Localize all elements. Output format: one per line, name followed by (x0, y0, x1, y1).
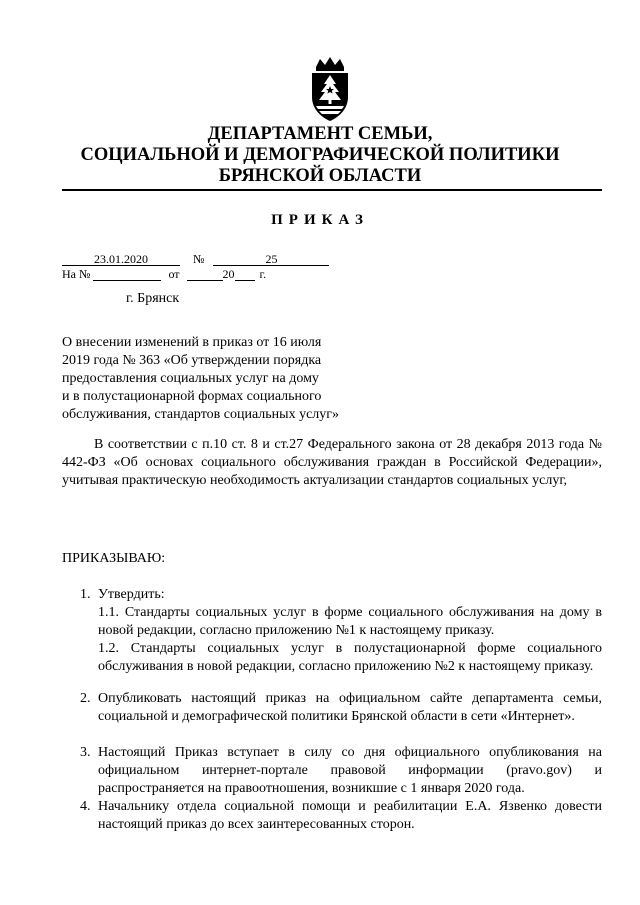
reference-line (62, 267, 266, 281)
subject-line: О внесении изменений в приказ от 16 июля (62, 335, 322, 350)
reference-number-blank (93, 267, 161, 281)
city: г. Брянск (126, 291, 180, 306)
subject-line: 2019 года № 363 «Об утверждении порядка (62, 353, 322, 368)
item-text: Опубликовать настоящий приказ на официальном сайте департамента семьи, социальной и демографической политики Брянской области в сети «Интернет». (98, 691, 602, 724)
reference-year-prefix: 20 (222, 267, 235, 281)
reference-year-blank (235, 267, 255, 281)
document-date: 23.01.2020 (62, 252, 180, 266)
legal-basis-paragraph: В соответствии с п.10 ст. 8 и ст.27 Федерального закона от 28 декабря 2013 года № 442-ФЗ «Об основах социального обслуживания граждан в Российской Федерации», учитывая практическую необходимость актуализации стандартов социальных услуг, (62, 437, 602, 488)
subject-line: предоставления социальных услуг на дому (62, 371, 319, 386)
reference-from: от (168, 267, 180, 281)
item-number: 4. (80, 799, 91, 814)
subitem-text: 1.2. Стандарты социальных услуг в полустационарной форме социального обслуживания в новой редакции, согласно приложению №2 к настоящему приказу. (98, 641, 602, 674)
header-divider (62, 189, 602, 191)
order-item (80, 798, 602, 834)
department-name-line-2: СОЦИАЛЬНОЙ И ДЕМОГРАФИЧЕСКОЙ ПОЛИТИКИ (80, 145, 560, 165)
order-subject (62, 334, 402, 424)
document-type: ПРИКАЗ (271, 212, 369, 228)
order-item (80, 744, 602, 798)
item-number: 2. (80, 691, 91, 706)
item-number: 3. (80, 745, 91, 760)
subject-line: обслуживания, стандартов социальных услуг» (62, 407, 340, 422)
reference-date-blank (187, 267, 223, 281)
department-name-line-3: БРЯНСКОЙ ОБЛАСТИ (218, 166, 422, 186)
order-item (80, 586, 602, 676)
order-keyword: ПРИКАЗЫВАЮ: (62, 551, 166, 566)
item-text: Утвердить: (98, 587, 165, 602)
department-name-line-1: ДЕПАРТАМЕНТ СЕМЬИ, (207, 124, 433, 144)
coat-of-arms-icon (302, 57, 358, 123)
item-text: Настоящий Приказ вступает в силу со дня официального опубликования на официальном интернет-портале правовой информации (pravo.gov) и распространяется на правоотношения, возникшие с 1 января 2020 года. (98, 745, 602, 796)
number-sign: № (193, 252, 205, 266)
subject-line: и в полустационарной формах социального (62, 389, 322, 404)
reference-year-suffix: г. (259, 267, 267, 281)
registration-line (62, 252, 329, 266)
document-number: 25 (213, 252, 329, 266)
reference-label: На № (62, 267, 91, 281)
order-item (80, 690, 602, 726)
item-text: Начальнику отдела социальной помощи и реабилитации Е.А. Язвенко довести настоящий приказ до всех заинтересованных сторон. (98, 799, 602, 832)
item-number: 1. (80, 587, 91, 602)
subitem-text: 1.1. Стандарты социальных услуг в форме социального обслуживания на дому в новой редакции, согласно приложению №1 к настоящему приказу. (98, 605, 602, 638)
